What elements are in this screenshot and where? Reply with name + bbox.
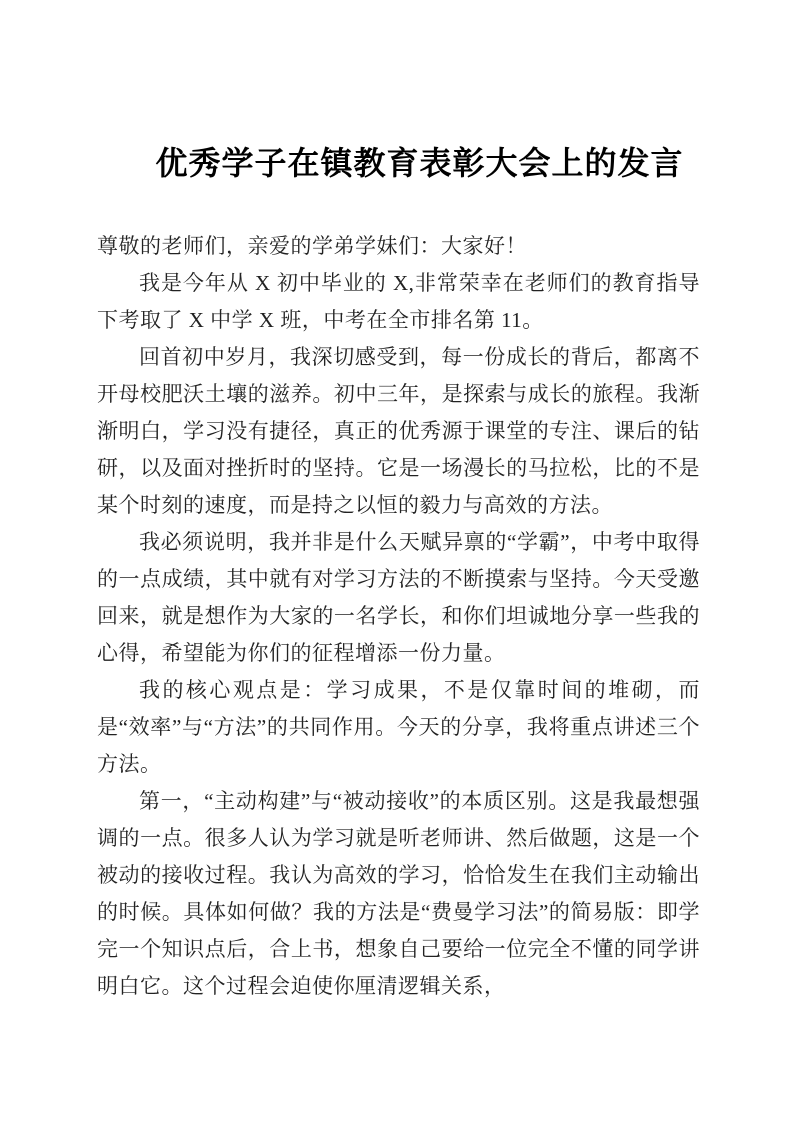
greeting-line: 尊敬的老师们，亲爱的学弟学妹们：大家好！ xyxy=(97,233,527,258)
body-paragraph-humility: 我必须说明，我并非是什么天赋异禀的“学霸”，中考中取得的一点成绩，其中就有对学习方法的不断摸索与坚持。今天受邀回来，就是想作为大家的一名学长，和你们坦诚地分享一些我的心得，希望能为你们的征程增添一份力量。 xyxy=(97,529,700,665)
body-paragraph-reflection: 回首初中岁月，我深切感受到，每一份成长的背后，都离不开母校肥沃土壤的滋养。初中三年，是探索与成长的旅程。我渐渐明白，学习没有捷径，真正的优秀源于课堂的专注、课后的钻研，以及面对挫折时的坚持。它是一场漫长的马拉松，比的不是某个时刻的速度，而是持之以恒的毅力与高效的方法。 xyxy=(97,344,700,517)
body-paragraph-method-one: 第一，“主动构建”与“被动接收”的本质区别。这是我最想强调的一点。很多人认为学习就是听老师讲、然后做题，这是一个被动的接收过程。我认为高效的学习，恰恰发生在我们主动输出的时候。具体如何做？我的方法是“费曼学习法”的简易版：即学完一个知识点后，合上书，想象自己要给一位完全不懂的同学讲明白它。这个过程会迫使你厘清逻辑关系， xyxy=(97,788,700,998)
document-body xyxy=(97,228,700,1005)
document-title: 优秀学子在镇教育表彰大会上的发言 xyxy=(155,145,684,181)
body-paragraph-introduction: 我是今年从 X 初中毕业的 X,非常荣幸在老师们的教育指导下考取了 X 中学 X 班，中考在全市排名第 11。 xyxy=(97,270,700,332)
body-paragraph-core-viewpoint: 我的核心观点是：学习成果，不是仅靠时间的堆砌，而是“效率”与“方法”的共同作用。今天的分享，我将重点讲述三个方法。 xyxy=(97,677,700,776)
